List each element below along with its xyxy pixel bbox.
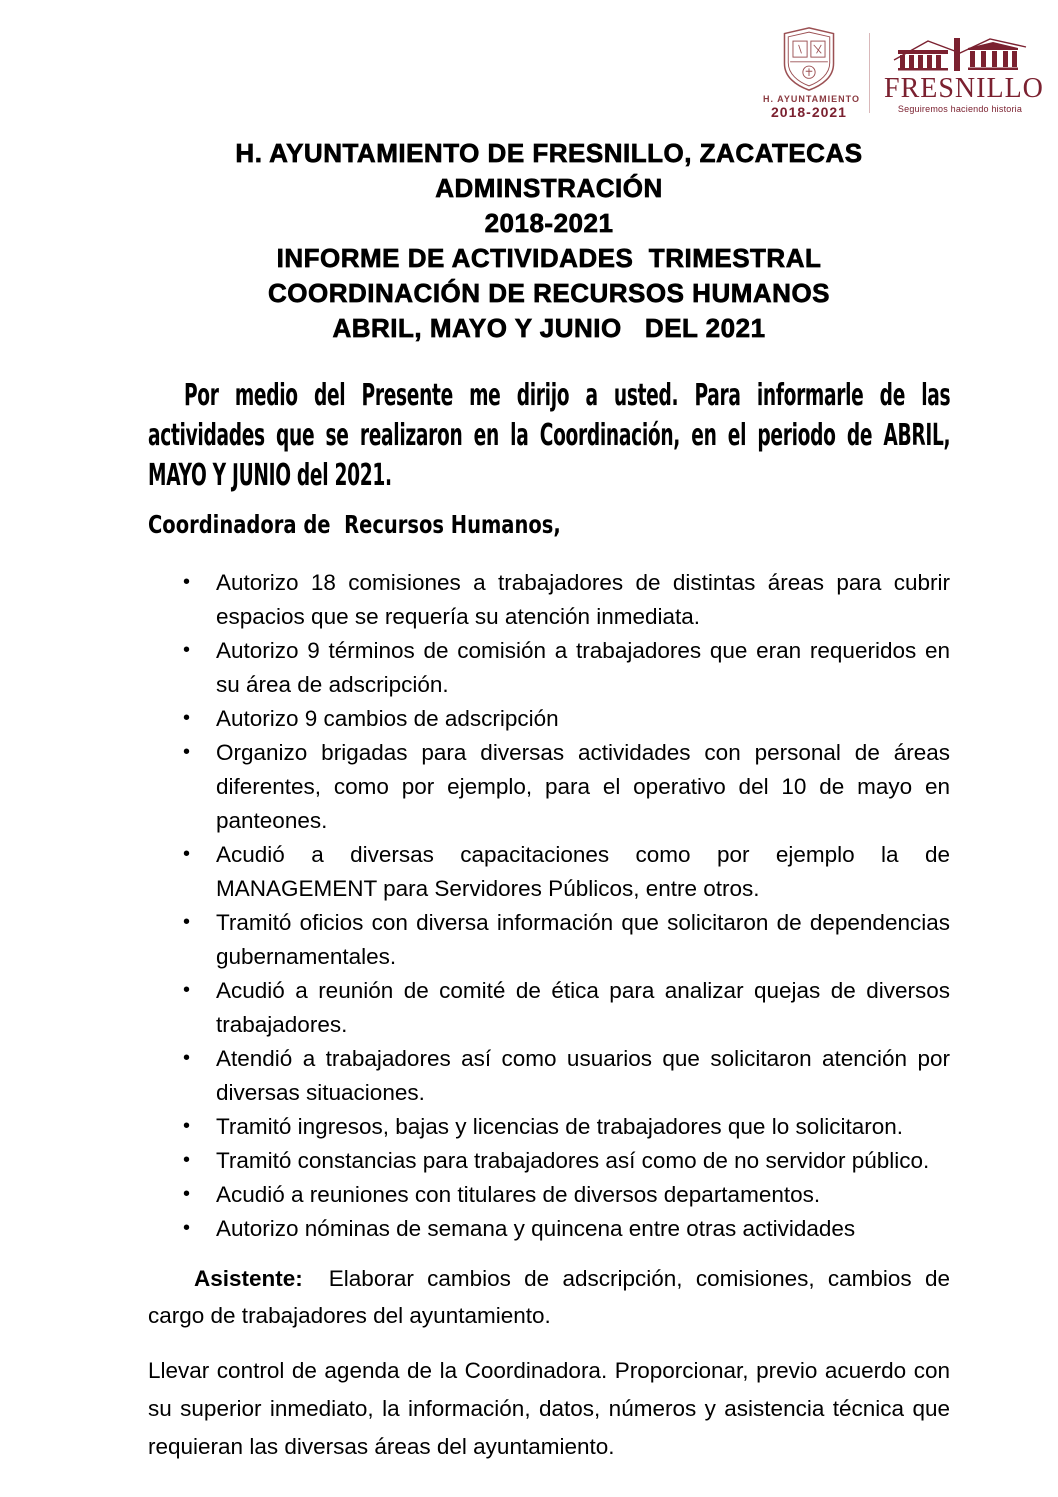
list-item <box>183 1178 950 1212</box>
list-item-text: Autorizo 9 cambios de adscripción <box>216 706 559 731</box>
section-heading-wrap <box>148 510 950 544</box>
fresnillo-wordmark: FRESNILLO <box>884 72 1044 104</box>
seal-caption: H. AYUNTAMIENTO <box>763 94 861 104</box>
intro-paragraph: Por medio del Presente me dirijo a usted. Para informarle de las actividades que se realizaron en la Coordinación, en el periodo de ABRIL, MAYO Y JUNIO del 2021. <box>148 378 951 493</box>
list-item-text: Acudió a diversas capacitaciones como por ejemplo la de MANAGEMENT para Servidores Públicos, entre otros. <box>216 842 950 901</box>
list-item-text: Autorizo 9 términos de comisión a trabajadores que eran requeridos en su área de adscripción. <box>216 638 950 697</box>
document-content <box>148 0 950 1466</box>
bullet-icon: • <box>183 1217 191 1239</box>
title-line-6: ABRIL, MAYO Y JUNIO DEL 2021 <box>332 313 766 343</box>
bullet-icon: • <box>183 1183 191 1205</box>
list-item-text: Autorizo nóminas de semana y quincena entre otras actividades <box>216 1216 856 1241</box>
bullet-icon: • <box>183 1047 191 1069</box>
list-item <box>183 1144 950 1178</box>
seal-years: 2018-2021 <box>771 104 847 120</box>
section-heading: Coordinadora de Recursos Humanos, <box>148 510 561 539</box>
assistant-label: Asistente: <box>194 1266 303 1291</box>
list-item-text: Tramitó ingresos, bajas y licencias de trabajadores que lo solicitaron. <box>216 1114 904 1139</box>
list-item <box>183 1110 950 1144</box>
list-item-text: Tramitó constancias para trabajadores así como de no servidor público. <box>216 1148 930 1173</box>
assistant-paragraph <box>148 1260 950 1334</box>
list-item <box>183 702 950 736</box>
bullet-icon: • <box>183 639 191 661</box>
bullet-icon: • <box>183 1115 191 1137</box>
list-item-text: Acudió a reunión de comité de ética para analizar quejas de diversos trabajadores. <box>216 978 950 1037</box>
assistant-text: Elaborar cambios de adscripción, comisiones, cambios de cargo de trabajadores del ayuntamiento. <box>148 1266 950 1328</box>
list-item-text: Autorizo 18 comisiones a trabajadores de distintas áreas para cubrir espacios que se requería su atención inmediata. <box>216 570 950 629</box>
bullet-icon: • <box>183 979 191 1001</box>
title-line-2: ADMINSTRACIÓN <box>435 173 663 203</box>
list-item-text: Atendió a trabajadores así como usuarios que solicitaron atención por diversas situaciones. <box>216 1046 950 1105</box>
title-line-3: 2018-2021 <box>484 208 614 238</box>
bullet-icon: • <box>183 571 191 593</box>
list-item <box>183 974 950 1042</box>
title-line-5: COORDINACIÓN DE RECURSOS HUMANOS <box>267 278 831 308</box>
list-item <box>183 566 950 634</box>
bullet-icon: • <box>183 911 191 933</box>
intro-section <box>148 376 950 496</box>
bullet-icon: • <box>183 1149 191 1171</box>
list-item <box>183 634 950 702</box>
activities-list <box>148 566 950 1246</box>
list-item <box>183 906 950 974</box>
list-item-text: Tramitó oficios con diversa información que solicitaron de dependencias gubernamentales. <box>216 910 950 969</box>
fresnillo-tagline: Seguiremos haciendo historia <box>897 103 1023 114</box>
list-item-text: Organizo brigadas para diversas actividades con personal de áreas diferentes, como por ejemplo, para el operativo del 10 de mayo en panteones. <box>216 740 950 833</box>
list-item <box>183 736 950 838</box>
title-line-4: INFORME DE ACTIVIDADES TRIMESTRAL <box>276 243 822 273</box>
closing-paragraph: Llevar control de agenda de la Coordinadora. Proporcionar, previo acuerdo con su superior inmediato, la información, datos, números y asistencia técnica que requieran las diversas áreas del ayuntamiento. <box>148 1358 950 1459</box>
document-title <box>148 136 950 346</box>
bullet-icon: • <box>183 741 191 763</box>
list-item <box>183 1212 950 1246</box>
title-line-1: H. AYUNTAMIENTO DE FRESNILLO, ZACATECAS <box>235 138 863 168</box>
bullet-icon: • <box>183 707 191 729</box>
list-item <box>183 1042 950 1110</box>
list-item <box>183 838 950 906</box>
list-item-text: Acudió a reuniones con titulares de diversos departamentos. <box>216 1182 821 1207</box>
bullet-icon: • <box>183 843 191 865</box>
